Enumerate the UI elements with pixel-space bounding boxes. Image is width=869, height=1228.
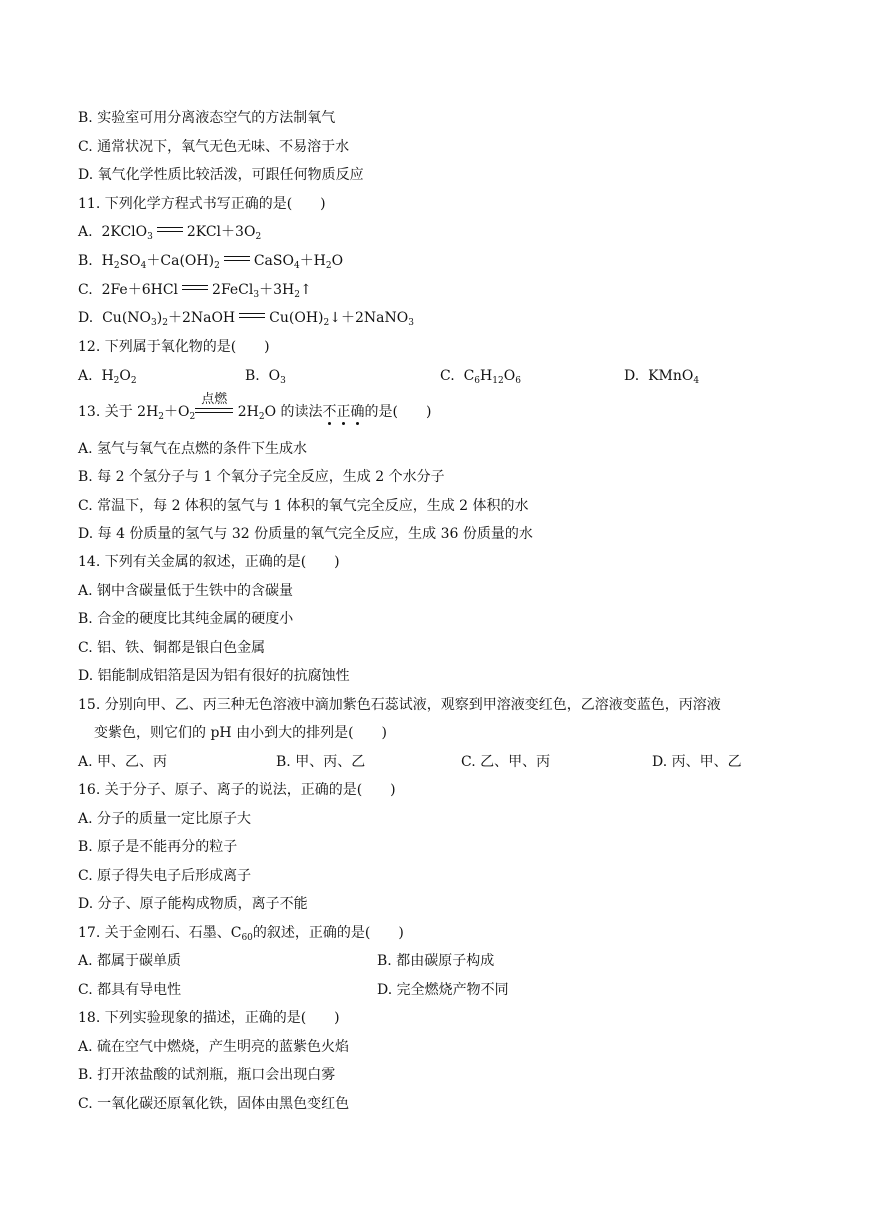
q13-option-d: D. 每 4 份质量的氢气与 32 份质量的氧气完全反应，生成 36 份质量的水 xyxy=(78,526,533,542)
q10-option-c: C. 通常状况下，氧气无色无味、不易溶于水 xyxy=(78,139,350,155)
q15-stem-line1: 15. 分别向甲、乙、丙三种无色溶液中滴加紫色石蕊试液，观察到甲溶液变红色，乙溶液变蓝色，丙溶液 xyxy=(78,697,721,713)
q15-option-b: B. 甲、丙、乙 xyxy=(276,754,366,770)
q11-option-b: B. $H_2SO_4+Ca(OH)_2$ $CaSO_4+H_2O$ xyxy=(78,253,344,271)
q11-option-a: A. 2KClO$_3$ $2KCl+3O_2$ xyxy=(78,224,262,242)
q16-option-d: D. 分子、原子能构成物质，离子不能 xyxy=(78,896,308,912)
q14-stem: 14. 下列有关金属的叙述，正确的是( ) xyxy=(78,554,340,570)
q18-option-b: B. 打开浓盐酸的试剂瓶，瓶口会出现白雾 xyxy=(78,1067,336,1083)
q10-option-d: D. 氧气化学性质比较活泼，可跟任何物质反应 xyxy=(78,167,364,183)
q11-option-d: D. $Cu(NO_3)_2+2NaOH$ $Cu(OH)_2↓+2NaNO_3$ xyxy=(78,310,414,328)
q18-option-a: A. 硫在空气中燃烧，产生明亮的蓝紫色火焰 xyxy=(78,1039,350,1055)
q13-option-a: A. 氢气与氧气在点燃的条件下生成水 xyxy=(78,441,308,457)
q15-option-c: C. 乙、甲、丙 xyxy=(461,754,551,770)
q17-stem: 17. 关于金刚石、石墨、$C_{60}$的叙述，正确的是( ) xyxy=(78,925,404,943)
q12-option-a: A. $H_2O_2$ xyxy=(78,368,137,386)
q16-option-b: B. 原子是不能再分的粒子 xyxy=(78,839,238,855)
q16-stem: 16. 关于分子、原子、离子的说法，正确的是( ) xyxy=(78,782,396,798)
q11-option-c: C. 2Fe＋6HCl $2FeCl_3+3H_2↑$ xyxy=(78,282,312,300)
q15-option-d: D. 丙、甲、乙 xyxy=(652,754,742,770)
q17-option-d: D. 完全燃烧产物不同 xyxy=(377,982,509,998)
q13-option-b: B. 每 2 个氢分子与 1 个氧分子完全反应，生成 2 个水分子 xyxy=(78,469,445,485)
q16-option-c: C. 原子得失电子后形成离子 xyxy=(78,868,252,884)
q15-stem-line2: 变紫色，则它们的 pH 由小到大的排列是( ) xyxy=(94,725,387,741)
q14-option-d: D. 铝能制成铝箔是因为铝有很好的抗腐蚀性 xyxy=(78,668,350,684)
q10-option-b: B. 实验室可用分离液态空气的方法制氧气 xyxy=(78,110,336,126)
q11-stem: 11. 下列化学方程式书写正确的是( ) xyxy=(78,196,326,212)
q14-option-b: B. 合金的硬度比其纯金属的硬度小 xyxy=(78,611,294,627)
q12-option-d: D. KMnO$_4$ xyxy=(624,368,700,386)
q18-stem: 18. 下列实验现象的描述，正确的是( ) xyxy=(78,1010,340,1026)
q18-option-c: C. 一氧化碳还原氧化铁，固体由黑色变红色 xyxy=(78,1096,350,1112)
q12-option-b: B. $O_3$ xyxy=(245,368,286,386)
q17-option-c: C. 都具有导电性 xyxy=(78,982,182,998)
q12-option-c: C. $C_6H_{12}O_6$ xyxy=(440,368,521,386)
q16-option-a: A. 分子的质量一定比原子大 xyxy=(78,811,252,827)
q14-option-c: C. 铝、铁、铜都是银白色金属 xyxy=(78,640,266,656)
q13-stem: 13. 关于 $2H_2+O_2$ 点燃 $2H_2O$ 的读法不正确的是( ) xyxy=(78,392,432,422)
reaction-condition-arrow: 点燃 xyxy=(195,402,233,416)
q14-option-a: A. 钢中含碳量低于生铁中的含碳量 xyxy=(78,583,294,599)
q15-option-a: A. 甲、乙、丙 xyxy=(78,754,168,770)
q12-stem: 12. 下列属于氧化物的是( ) xyxy=(78,339,270,355)
q17-option-b: B. 都由碳原子构成 xyxy=(377,953,495,969)
q13-option-c: C. 常温下，每 2 体积的氢气与 1 体积的氧气完全反应，生成 2 体积的水 xyxy=(78,498,529,514)
q17-option-a: A. 都属于碳单质 xyxy=(78,953,182,969)
